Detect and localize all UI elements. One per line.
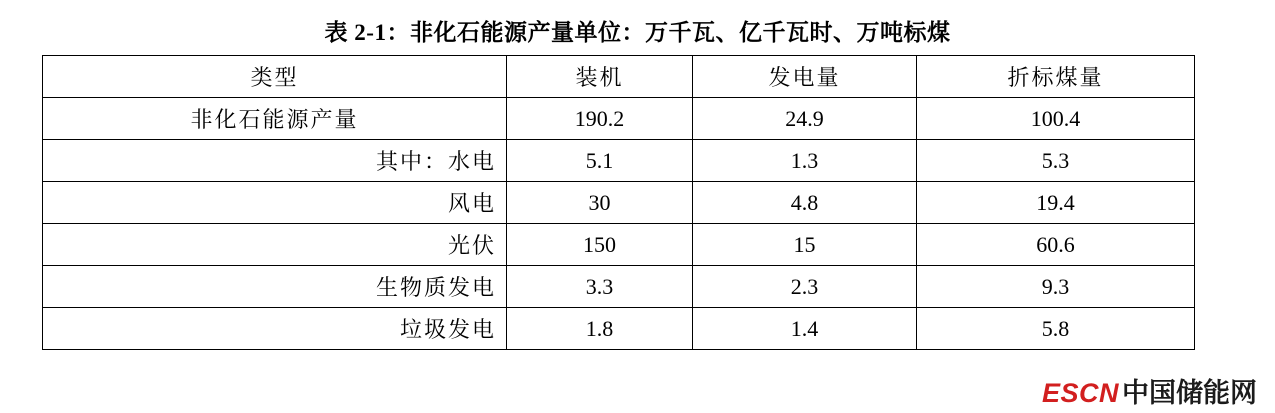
table-row <box>43 224 1195 266</box>
cell-capacity: 1.8 <box>507 308 693 350</box>
cell-capacity: 190.2 <box>507 98 693 140</box>
table-row <box>43 308 1195 350</box>
cell-generation: 24.9 <box>693 98 917 140</box>
cell-coal: 19.4 <box>917 182 1195 224</box>
cell-type: 非化石能源产量 <box>43 98 507 140</box>
cell-generation: 2.3 <box>693 266 917 308</box>
cell-type: 光伏 <box>43 224 507 266</box>
cell-generation: 15 <box>693 224 917 266</box>
cell-coal: 100.4 <box>917 98 1195 140</box>
table-row <box>43 182 1195 224</box>
cell-generation: 1.4 <box>693 308 917 350</box>
table-row <box>43 98 1195 140</box>
site-watermark <box>1042 380 1257 407</box>
cell-generation: 1.3 <box>693 140 917 182</box>
cell-coal: 5.3 <box>917 140 1195 182</box>
watermark-chinese-text: 中国储能网 <box>1122 378 1257 408</box>
header-cell-capacity: 装机 <box>507 56 693 98</box>
cell-capacity: 30 <box>507 182 693 224</box>
cell-capacity: 150 <box>507 224 693 266</box>
watermark-latin-text: ESCN <box>1041 378 1119 408</box>
cell-generation: 4.8 <box>693 182 917 224</box>
cell-type: 生物质发电 <box>43 266 507 308</box>
header-cell-type: 类型 <box>43 56 507 98</box>
table-header-row <box>43 56 1195 98</box>
table-row <box>43 140 1195 182</box>
table-container <box>42 55 1194 350</box>
cell-capacity: 5.1 <box>507 140 693 182</box>
cell-coal: 9.3 <box>917 266 1195 308</box>
table-row <box>43 266 1195 308</box>
non-fossil-energy-table <box>42 55 1195 350</box>
cell-capacity: 3.3 <box>507 266 693 308</box>
cell-coal: 60.6 <box>917 224 1195 266</box>
header-cell-coal: 折标煤量 <box>917 56 1195 98</box>
cell-coal: 5.8 <box>917 308 1195 350</box>
cell-type: 其中：水电 <box>43 140 507 182</box>
cell-type: 风电 <box>43 182 507 224</box>
cell-type: 垃圾发电 <box>43 308 507 350</box>
table-caption: 表 2-1：非化石能源产量单位：万千瓦、亿千瓦时、万吨标煤 <box>324 20 951 45</box>
header-cell-generation: 发电量 <box>693 56 917 98</box>
